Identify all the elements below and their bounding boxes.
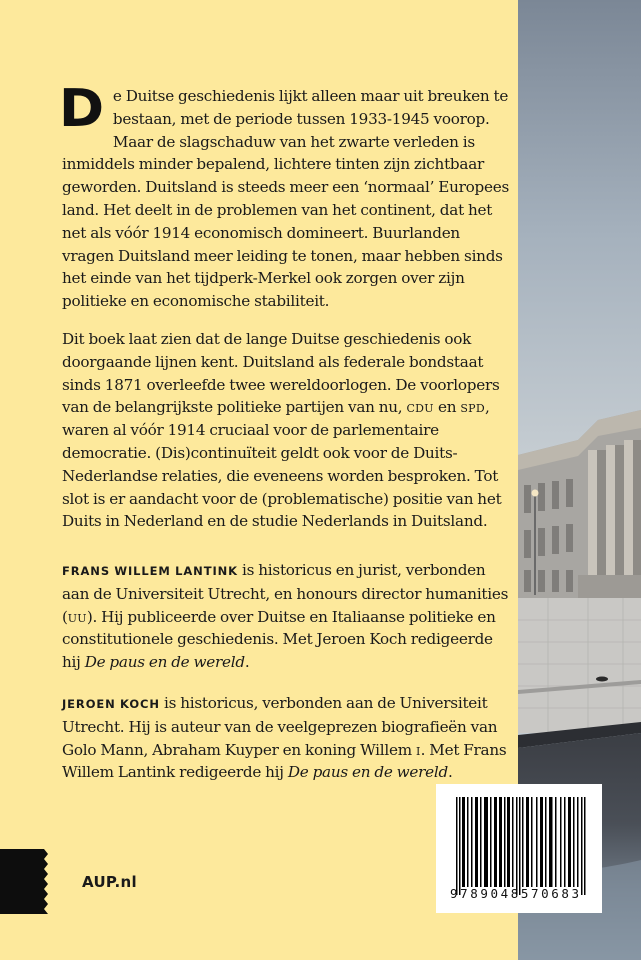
author-name: FRANS WILLEM LANTINK xyxy=(62,564,238,578)
abbr-cdu: cdu xyxy=(406,398,434,417)
book-title: De paus en de wereld xyxy=(287,763,448,782)
drop-cap: D xyxy=(58,79,104,139)
author-bio-text: ). Hij publiceerde over Duitse en Italiaanse politieke en constitutionele geschiedenis. Met Jeroen Koch redigeerde hij xyxy=(62,607,496,672)
abbr-spd: spd xyxy=(460,398,485,417)
blurb-text-1: e Duitse geschiedenis lijkt alleen maar uit breuken te bestaan, met de periode tussen 1933-1945 voorop. Maar de slagschaduw van het zwarte verleden is inmiddels minder bepalend, lichtere tinten zijn zichtbaar geworden. Duitsland is steeds meer een ‘normaal’ Europees land. Het deelt in de problemen van het continent, dat het net als vóór 1914 economisch domineert. Buurlanden vragen Duitsland meer leiding te tonen, maar hebben sinds het einde van het tijdperk-Merkel ook zorgen over zijn politieke en economische stabiliteit. xyxy=(62,87,510,311)
book-title: De paus en de wereld xyxy=(84,653,245,672)
author-bio-text: . Met Frans Willem Lantink redigeerde hij xyxy=(62,740,507,782)
author-bio-text: is historicus, verbonden aan de Universiteit Utrecht. Hij is auteur van de veelgeprezen biografieën van Golo Mann, Abraham Kuyper en koning Willem xyxy=(62,694,498,759)
author-bio-lantink xyxy=(62,559,514,674)
abbr-uu: uu xyxy=(67,607,87,626)
isbn-barcode xyxy=(436,784,602,913)
author-bio-end: . xyxy=(244,653,250,672)
author-name: JEROEN KOCH xyxy=(62,697,160,711)
author-bio-koch xyxy=(62,692,514,784)
isbn-number: 9789048570683 xyxy=(450,886,582,901)
barcode-bars-icon xyxy=(456,797,590,895)
author-bio-text: is historicus en jurist, verbonden aan de Universiteit Utrecht, en honours director humanities ( xyxy=(62,561,509,626)
blurb-paragraph-1 xyxy=(58,79,514,313)
blurb-text-2a: Dit boek laat zien dat de lange Duitse geschiedenis ook doorgaande lijnen kent. Duitsland als federale bondstaat sinds 1871 overleefde twee wereldoorlogen. De voorlopers van de belangrijkste politieke partijen van nu, xyxy=(62,330,500,417)
blurb-text-2c: , waren al vóór 1914 cruciaal voor de parlementaire democratie. (Dis)continuïteit geldt ook voor de Duits-Nederlandse relaties, die eveneens worden besproken. Tot slot is er aandacht voor de (problematische) positie van het Duits in Nederland en de studie Nederlands in Duitsland. xyxy=(62,398,502,531)
blurb-paragraph-2 xyxy=(62,328,514,533)
publisher-website-link[interactable]: AUP.nl xyxy=(82,873,137,891)
aup-logo-icon xyxy=(0,849,50,914)
roman-numeral: i xyxy=(415,740,421,759)
author-bio-end: . xyxy=(447,763,453,782)
blurb-text-2b: en xyxy=(433,398,461,417)
